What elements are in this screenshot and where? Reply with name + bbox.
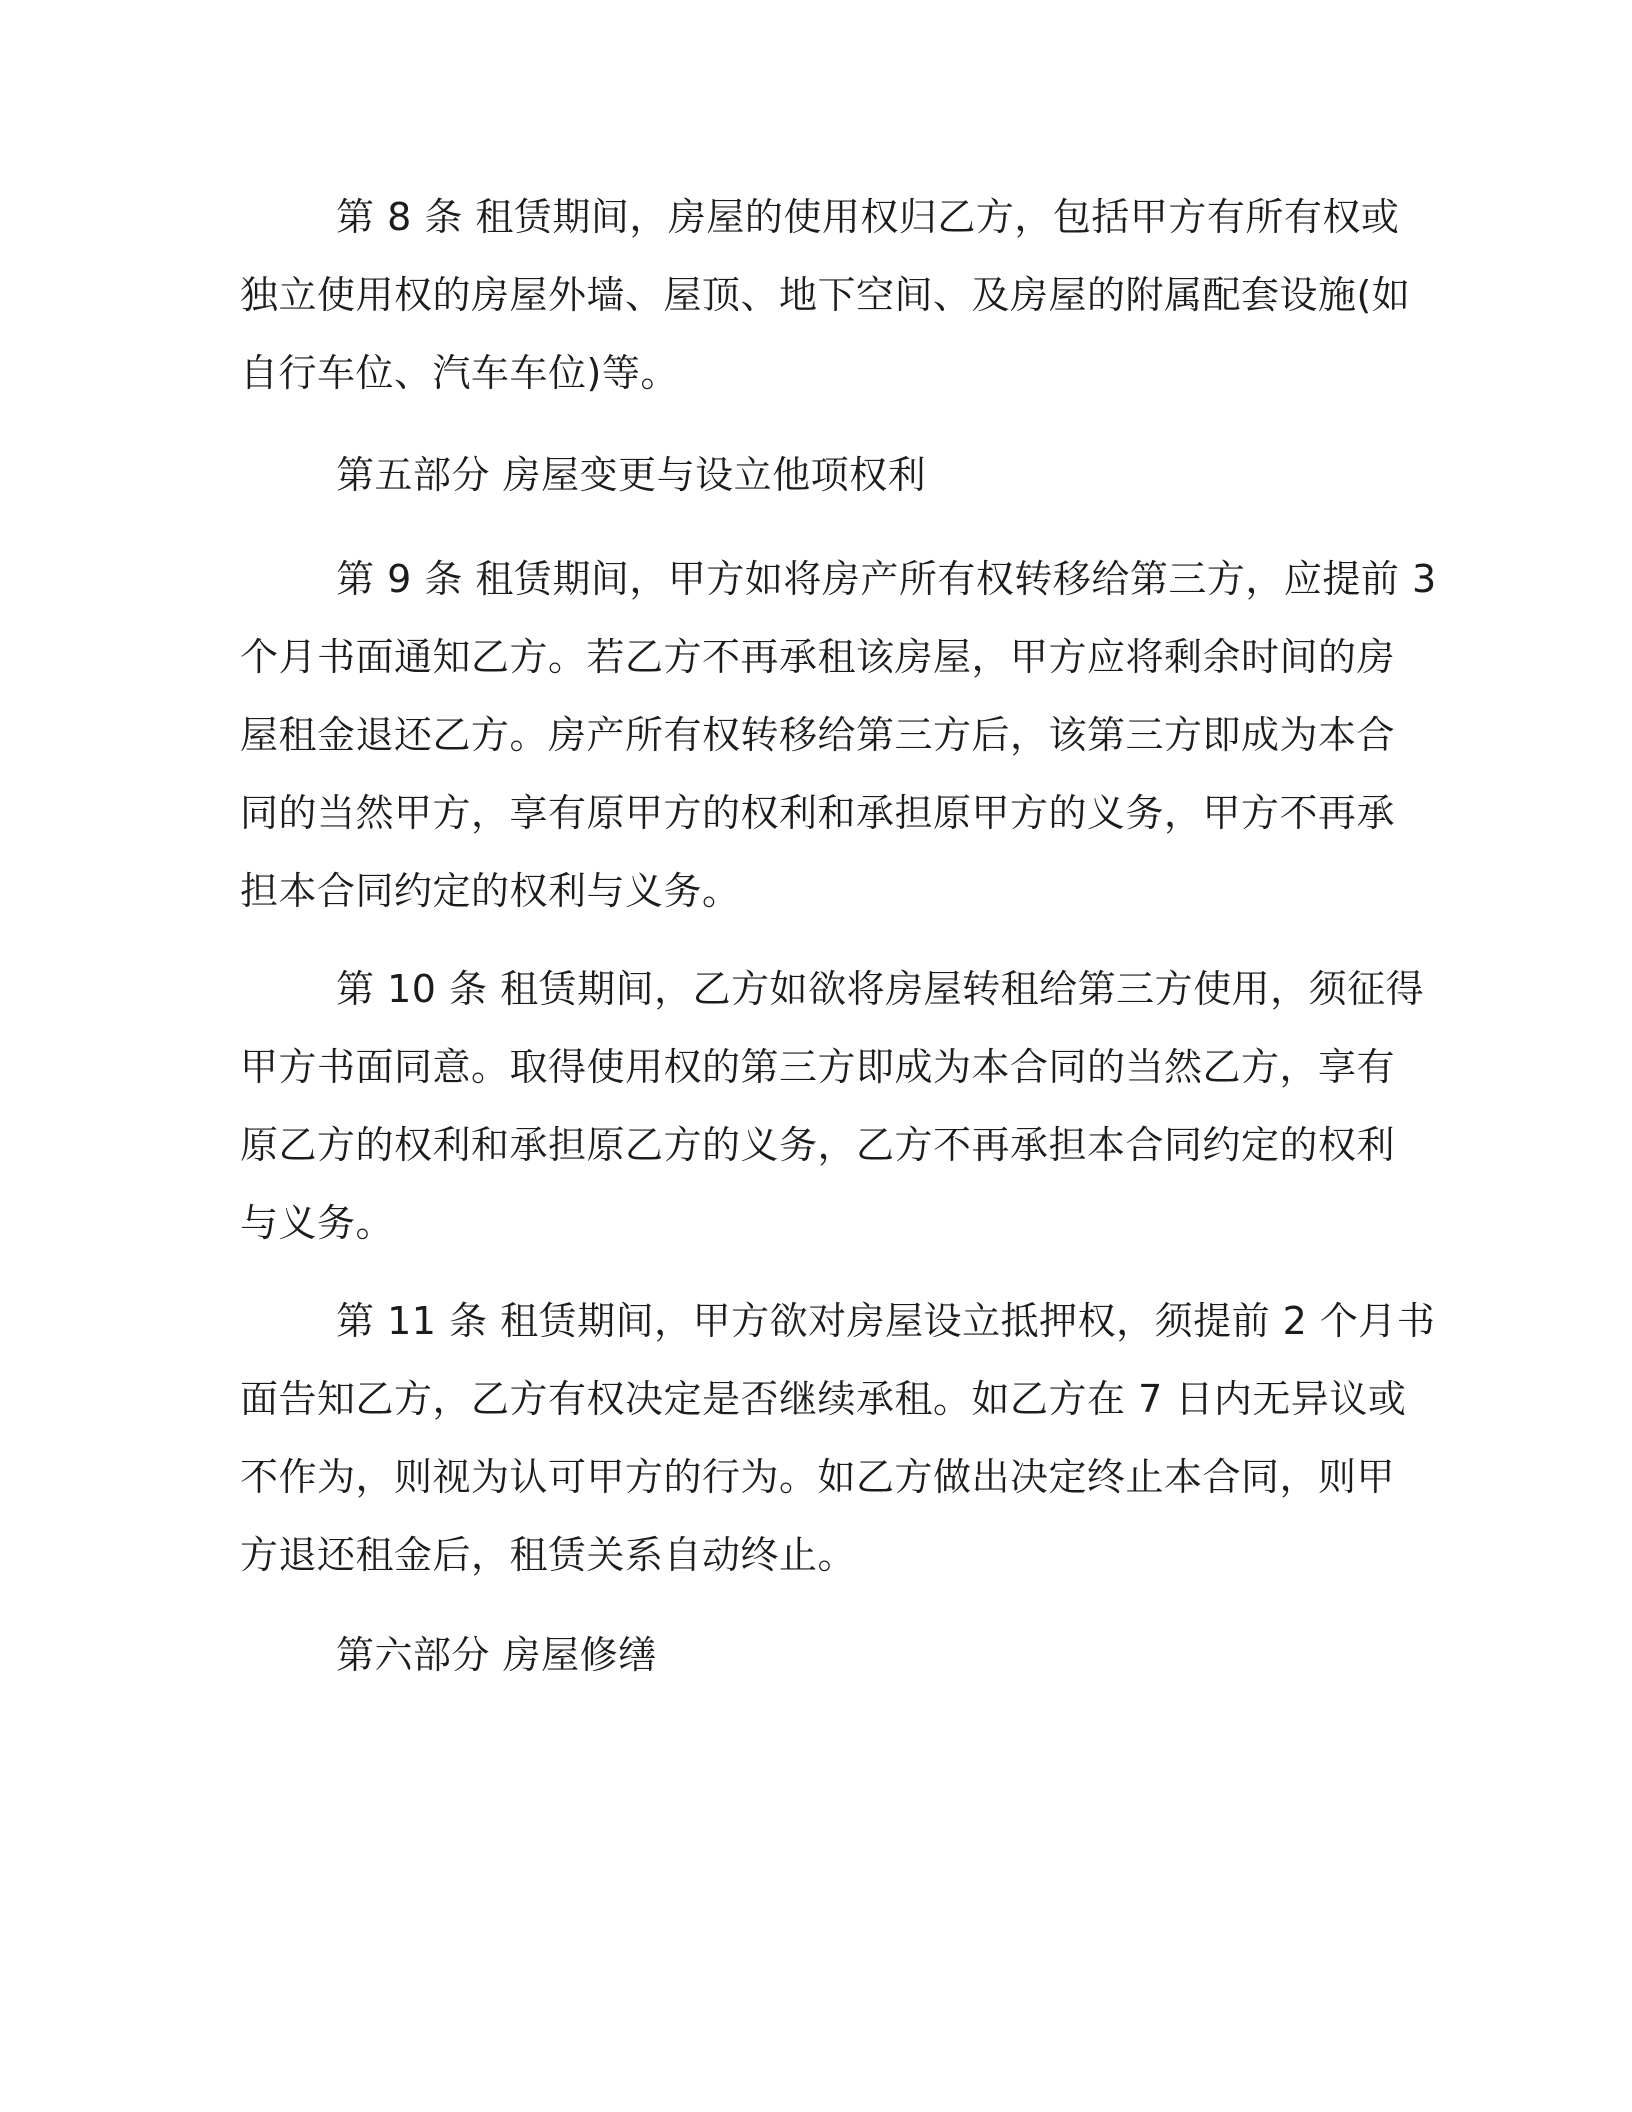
paragraph-line: 第 9 条 租赁期间，甲方如将房产所有权转移给第三方，应提前 3 <box>336 557 1437 601</box>
paragraph-line: 个月书面通知乙方。若乙方不再承租该房屋，甲方应将剩余时间的房 <box>240 635 1396 679</box>
paragraph-line: 担本合同约定的权利与义务。 <box>240 869 741 913</box>
section-heading: 第五部分 房屋变更与设立他项权利 <box>336 453 927 497</box>
paragraph-line: 自行车位、汽车车位)等。 <box>240 351 679 395</box>
paragraph-line: 与义务。 <box>240 1201 395 1245</box>
article-11-paragraph <box>240 1282 1436 1594</box>
paragraph-line: 第 10 条 租赁期间，乙方如欲将房屋转租给第三方使用，须征得 <box>336 967 1425 1011</box>
paragraph-line: 方退还租金后，租赁关系自动终止。 <box>240 1533 857 1577</box>
paragraph-line: 原乙方的权利和承担原乙方的义务，乙方不再承担本合同约定的权利 <box>240 1123 1396 1167</box>
section-heading: 第六部分 房屋修缮 <box>336 1633 657 1677</box>
part-6-heading <box>240 1616 1410 1694</box>
paragraph-line: 屋租金退还乙方。房产所有权转移给第三方后，该第三方即成为本合 <box>240 713 1396 757</box>
paragraph-line: 第 8 条 租赁期间，房屋的使用权归乙方，包括甲方有所有权或 <box>336 195 1400 239</box>
paragraph-line: 同的当然甲方，享有原甲方的权利和承担原甲方的义务，甲方不再承 <box>240 791 1396 835</box>
part-5-heading <box>240 436 1410 514</box>
paragraph-line: 不作为，则视为认可甲方的行为。如乙方做出决定终止本合同，则甲 <box>240 1455 1396 1499</box>
paragraph-line: 甲方书面同意。取得使用权的第三方即成为本合同的当然乙方，享有 <box>240 1045 1396 1089</box>
article-10-paragraph <box>240 950 1425 1262</box>
article-8-paragraph <box>240 178 1410 412</box>
paragraph-line: 独立使用权的房屋外墙、屋顶、地下空间、及房屋的附属配套设施(如 <box>240 273 1411 317</box>
article-9-paragraph <box>240 540 1437 930</box>
paragraph-line: 面告知乙方，乙方有权决定是否继续承租。如乙方在 7 日内无异议或 <box>240 1377 1407 1421</box>
paragraph-line: 第 11 条 租赁期间，甲方欲对房屋设立抵押权，须提前 2 个月书 <box>336 1299 1436 1343</box>
